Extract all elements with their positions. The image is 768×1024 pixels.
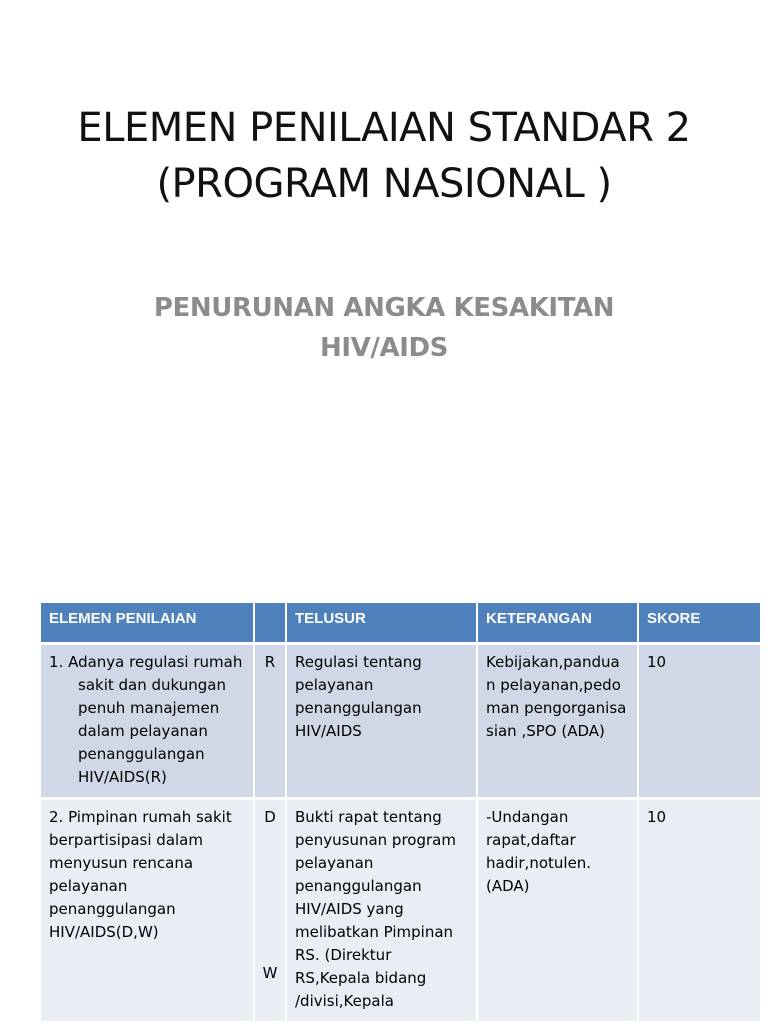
cell-skore: 10	[638, 798, 761, 1021]
elemen-text: 1. Adanya regulasi rumah sakit dan dukungan penuh manajemen dalam pelayanan penanggulangan HIV/AIDS(R)	[49, 652, 243, 786]
code-text-secondary: W	[262, 963, 278, 982]
cell-elemen: 2. Pimpinan rumah sakit berpartisipasi dalam menyusun rencana pelayanan penanggulangan HIV/AIDS(D,W)	[41, 798, 254, 1021]
header-code	[254, 603, 286, 643]
slide-subtitle	[0, 288, 768, 368]
cell-keterangan: -Undangan rapat,daftar hadir,notulen. (ADA)	[477, 798, 638, 1021]
assessment-table	[41, 603, 762, 1021]
table-row	[41, 798, 761, 1021]
cell-skore: 10	[638, 643, 761, 798]
code-text: D	[264, 807, 276, 826]
header-keterangan: KETERANGAN	[477, 603, 638, 643]
header-elemen-penilaian: ELEMEN PENILAIAN	[41, 603, 254, 643]
table-row	[41, 643, 761, 798]
cell-keterangan: Kebijakan,panduan pelayanan,pedoman pengorganisasian ,SPO (ADA)	[477, 643, 638, 798]
slide-title-line-2: (PROGRAM NASIONAL )	[156, 161, 612, 207]
header-skore: SKORE	[638, 603, 761, 643]
header-telusur: TELUSUR	[286, 603, 477, 643]
slide-title-line-1: ELEMEN PENILAIAN STANDAR 2	[77, 105, 691, 151]
slide-subtitle-line-2: HIV/AIDS	[320, 333, 448, 363]
cell-code	[254, 643, 286, 798]
slide-subtitle-line-1: PENURUNAN ANGKA KESAKITAN	[153, 293, 615, 323]
cell-code	[254, 798, 286, 1021]
cell-telusur: Regulasi tentang pelayanan penanggulangan HIV/AIDS	[286, 643, 477, 798]
code-text: R	[264, 652, 276, 671]
slide-title	[0, 100, 768, 212]
cell-telusur: Bukti rapat tentang penyusunan program pelayanan penanggulangan HIV/AIDS yang melibatkan Pimpinan RS. (Direktur RS,Kepala bidang /divisi,Kepala	[286, 798, 477, 1021]
cell-elemen	[41, 643, 254, 798]
table-header-row	[41, 603, 761, 643]
